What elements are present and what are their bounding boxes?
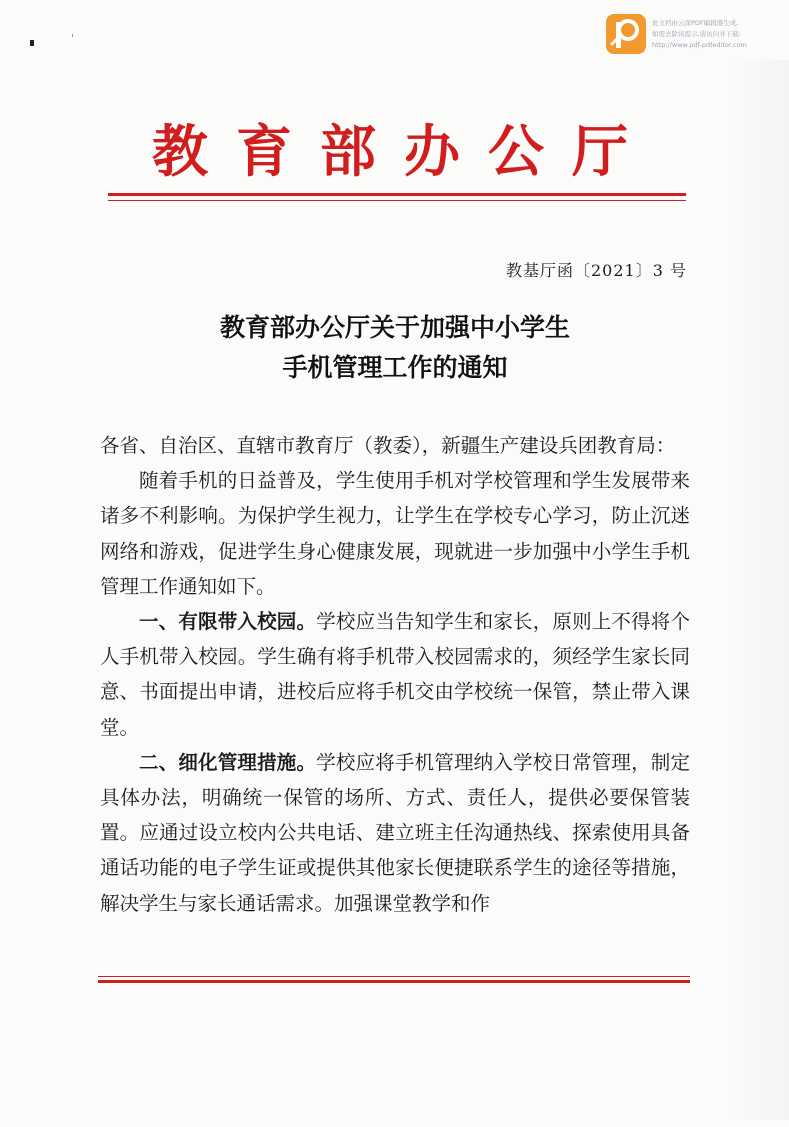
scan-mark [72, 34, 73, 37]
salutation: 各省、自治区、直辖市教育厅（教委），新疆生产建设兵团教育局： [100, 434, 676, 457]
section-text: 学校应当告知学生和家长，原则上不得将个人手机带入校园。学生确有将手机带入校园需求的，须经学生家长同意、书面提出申请，进校后应将手机交由学校统一保管，禁止带入课堂。 [100, 610, 690, 739]
watermark[interactable] [606, 14, 786, 58]
document-title [100, 308, 690, 388]
letterhead-rule [108, 200, 686, 201]
watermark-link[interactable]: http://www.pdf-pdfeditor.com [652, 41, 747, 49]
title-line: 教育部办公厅关于加强中小学生 [219, 313, 570, 342]
intro-paragraph: 随着手机的日益普及，学生使用手机对学校管理和学生发展带来诸多不利影响。为保护学生视力，让学生在学校专心学习，防止沉迷网络和游戏，促进学生身心健康发展，现就进一步加强中小学生手机管理工作通知如下。 [100, 469, 690, 598]
scan-shadow [730, 60, 789, 1120]
letterhead: 教育部办公厅 [152, 119, 656, 185]
section-text: 学校应将手机管理纳入学校日常管理，制定具体办法，明确统一保管的场所、方式、责任人，提供必要保管装置。应通过设立校内公共电话、建立班主任沟通热线、探索使用具备通话功能的电子学生证或提供其他家长便捷联系学生的途径等措施，解决学生与家长通话需求。加强课堂教学和作 [100, 750, 690, 915]
section-heading: 一、有限带入校园。 [139, 610, 317, 634]
document-number: 教基厅函〔2021〕3 号 [506, 261, 687, 280]
title-line: 手机管理工作的通知 [282, 353, 508, 382]
watermark-line: 此文档由云深PDF编辑器生成, [652, 19, 739, 27]
pdf-editor-logo-icon [606, 14, 646, 54]
section-heading: 二、细化管理措施。 [139, 750, 317, 774]
watermark-line: 如需去除该提示,请访问并下载: [652, 30, 741, 38]
watermark-text [652, 18, 786, 51]
footer-rule [98, 980, 690, 983]
section-1 [100, 604, 690, 745]
scan-mark [30, 40, 34, 46]
letterhead-rule [108, 193, 686, 196]
footer-rule [98, 976, 690, 977]
section-2 [100, 745, 690, 921]
document-body [100, 428, 690, 921]
